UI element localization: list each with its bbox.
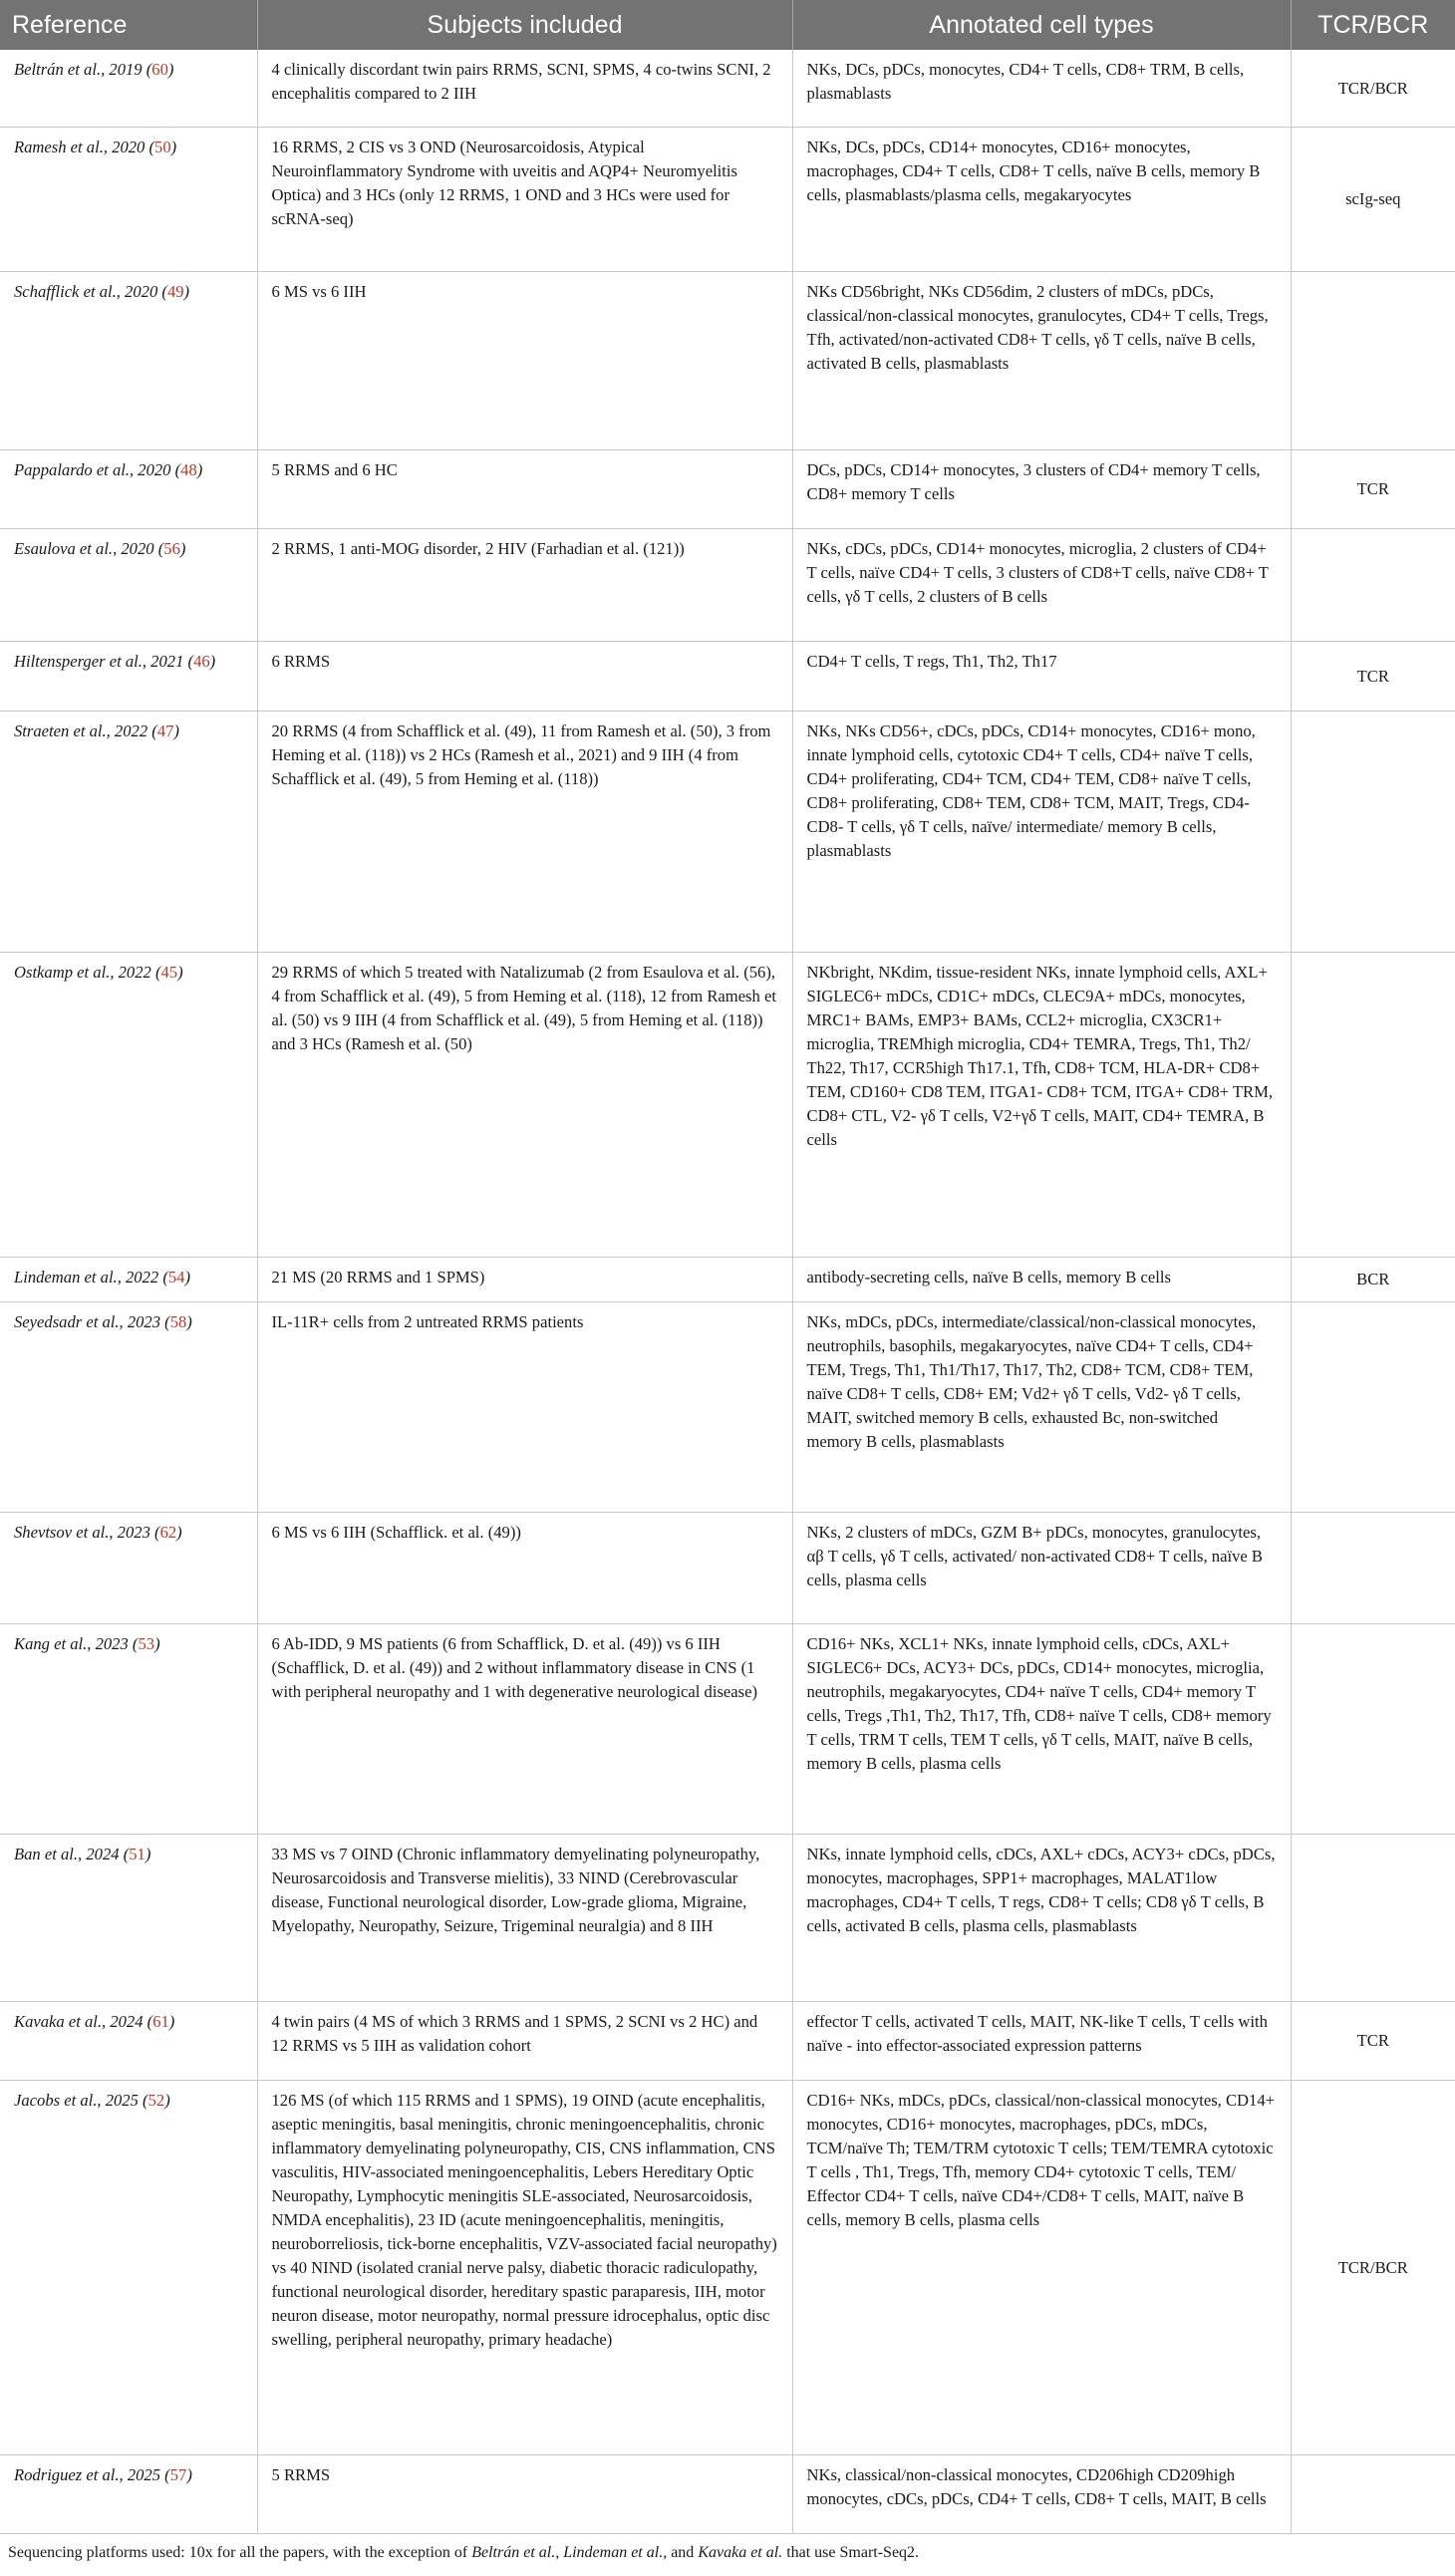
reference-cell: Ban et al., 2024 (51)	[0, 1834, 257, 2001]
citation-link[interactable]: 51	[129, 1844, 146, 1863]
table-row	[0, 2455, 1455, 2534]
subjects-cell: 6 RRMS	[257, 642, 792, 712]
tcr-bcr-cell	[1291, 1302, 1455, 1513]
subjects-cell: 6 Ab-IDD, 9 MS patients (6 from Schafflick, D. et al. (49)) vs 6 IIH (Schafflick, D. et al. (49)) and 2 without inflammatory disease in CNS (1 with peripheral neuropathy and 1 with degenerative neurological disease)	[257, 1624, 792, 1835]
table-row	[0, 1302, 1455, 1513]
subjects-cell: 16 RRMS, 2 CIS vs 3 OND (Neurosarcoidosis, Atypical Neuroinflammatory Syndrome with uveitis and AQP4+ Neuromyelitis Optica) and 3 HCs (only 12 RRMS, 1 OND and 3 HCs were used for scRNA-seq)	[257, 128, 792, 272]
subjects-cell: 21 MS (20 RRMS and 1 SPMS)	[257, 1257, 792, 1302]
reference-cell: Seyedsadr et al., 2023 (58)	[0, 1302, 257, 1513]
table-row	[0, 272, 1455, 450]
table-row	[0, 2002, 1455, 2081]
reference-text: Ostkamp et al., 2022	[14, 962, 151, 982]
cell-types-cell: NKs, NKs CD56+, cDCs, pDCs, CD14+ monocytes, CD16+ mono, innate lymphoid cells, cytotoxic CD4+ T cells, CD4+ naïve T cells, CD4+ proliferating, CD4+ TCM, CD4+ TEM, CD8+ naïve T cells, CD8+ proliferating, CD8+ TEM, CD8+ TCM, MAIT, Tregs, CD4- CD8- T cells, γδ T cells, naïve/ intermediate/ memory B cells, plasmablasts	[792, 712, 1291, 952]
tcr-bcr-cell	[1291, 1513, 1455, 1624]
reference-text: Seyedsadr et al., 2023	[14, 1312, 161, 1332]
tcr-bcr-cell: scIg-seq	[1291, 128, 1455, 272]
subjects-cell: 20 RRMS (4 from Schafflick et al. (49), 11 from Ramesh et al. (50), 3 from Heming et al. (118)) vs 2 HCs (Ramesh et al., 2021) and 9 IIH (4 from Schafflick et al. (49), 5 from Heming et al. (118))	[257, 712, 792, 952]
tcr-bcr-cell	[1291, 529, 1455, 642]
cell-types-cell: NKs, mDCs, pDCs, intermediate/classical/non-classical monocytes, neutrophils, basophils, megakaryocytes, naïve CD4+ T cells, CD4+ TEM, Tregs, Th1, Th1/Th17, Th17, Th2, CD8+ TCM, CD8+ TEM, naïve CD8+ T cells, CD8+ EM; Vd2+ γδ T cells, Vd2- γδ T cells, MAIT, switched memory B cells, exhausted Bc, non-switched memory B cells, plasmablasts	[792, 1302, 1291, 1513]
table-row	[0, 1834, 1455, 2001]
subjects-cell: 29 RRMS of which 5 treated with Natalizumab (2 from Esaulova et al. (56), 4 from Schafflick et al. (49), 5 from Heming et al. (118), 12 from Ramesh et al. (50) vs 9 IIH (4 from Schafflick et al. (49), 5 from Heming et al. (118)) and 3 HCs (Ramesh et al. (50)	[257, 952, 792, 1257]
subjects-cell: IL-11R+ cells from 2 untreated RRMS patients	[257, 1302, 792, 1513]
tcr-bcr-cell: TCR/BCR	[1291, 50, 1455, 128]
footnote-ref-b: Lindeman et al.	[563, 2544, 664, 2561]
reference-text: Ban et al., 2024	[14, 1844, 120, 1863]
reference-cell: Rodriguez et al., 2025 (57)	[0, 2455, 257, 2534]
reference-cell: Straeten et al., 2022 (47)	[0, 712, 257, 952]
reference-cell: Jacobs et al., 2025 (52)	[0, 2080, 257, 2454]
subjects-cell: 6 MS vs 6 IIH (Schafflick. et al. (49))	[257, 1513, 792, 1624]
reference-cell: Hiltensperger et al., 2021 (46)	[0, 642, 257, 712]
citation-link[interactable]: 50	[154, 138, 171, 157]
subjects-cell: 33 MS vs 7 OIND (Chronic inflammatory demyelinating polyneuropathy, Neurosarcoidosis and Transverse mielitis), 33 NIND (Cerebrovascular disease, Functional neurological disorder, Low-grade glioma, Migraine, Myelopathy, Neuropathy, Seizure, Trigeminal neuralgia) and 8 IIH	[257, 1834, 792, 2001]
citation-link[interactable]: 60	[151, 60, 168, 79]
citation-link[interactable]: 56	[163, 539, 180, 559]
reference-text: Lindeman et al., 2022	[14, 1267, 159, 1287]
reference-cell: Kang et al., 2023 (53)	[0, 1624, 257, 1835]
table-row	[0, 1513, 1455, 1624]
header-subjects: Subjects included	[257, 0, 792, 50]
citation-link[interactable]: 54	[167, 1267, 185, 1287]
tcr-bcr-cell: BCR	[1291, 1257, 1455, 1302]
reference-text: Rodriguez et al., 2025	[14, 2465, 161, 2485]
cell-types-cell: effector T cells, activated T cells, MAIT, NK-like T cells, T cells with naïve - into effector-associated expression patterns	[792, 2002, 1291, 2081]
table-header-row	[0, 0, 1455, 50]
table-footnote	[8, 2542, 1443, 2564]
reference-cell: Kavaka et al., 2024 (61)	[0, 2002, 257, 2081]
subjects-cell: 4 clinically discordant twin pairs RRMS, SCNI, SPMS, 4 co-twins SCNI, 2 encephalitis compared to 2 IIH	[257, 50, 792, 128]
table-row	[0, 1624, 1455, 1835]
table-row	[0, 952, 1455, 1257]
reference-text: Pappalardo et al., 2020	[14, 460, 171, 480]
cell-types-cell: NKs, DCs, pDCs, monocytes, CD4+ T cells, CD8+ TRM, B cells, plasmablasts	[792, 50, 1291, 128]
cell-types-cell: DCs, pDCs, CD14+ monocytes, 3 clusters of CD4+ memory T cells, CD8+ memory T cells	[792, 450, 1291, 529]
reference-cell: Schafflick et al., 2020 (49)	[0, 272, 257, 450]
cell-types-cell: NKs CD56bright, NKs CD56dim, 2 clusters of mDCs, pDCs, classical/non-classical monocytes, granulocytes, CD4+ T cells, Tregs, Tfh, activated/non-activated CD8+ T cells, γδ T cells, naïve B cells, activated B cells, plasmablasts	[792, 272, 1291, 450]
tcr-bcr-cell: TCR	[1291, 2002, 1455, 2081]
tcr-bcr-cell	[1291, 1624, 1455, 1835]
cell-types-cell: NKs, innate lymphoid cells, cDCs, AXL+ cDCs, ACY3+ cDCs, pDCs, monocytes, macrophages, SPP1+ macrophages, MALAT1low macrophages, CD4+ T cells, T regs, CD8+ T cells; CD8 γδ T cells, B cells, activated B cells, plasma cells, plasmablasts	[792, 1834, 1291, 2001]
reference-cell: Lindeman et al., 2022 (54)	[0, 1257, 257, 1302]
reference-text: Kang et al., 2023	[14, 1634, 129, 1654]
reference-text: Hiltensperger et al., 2021	[14, 652, 184, 672]
cell-types-cell: NKs, cDCs, pDCs, CD14+ monocytes, microglia, 2 clusters of CD4+ T cells, naïve CD4+ T cells, 3 clusters of CD8+T cells, naïve CD8+ T cells, γδ T cells, 2 clusters of B cells	[792, 529, 1291, 642]
reference-cell: Ramesh et al., 2020 (50)	[0, 128, 257, 272]
table-row	[0, 128, 1455, 272]
cell-types-cell: antibody-secreting cells, naïve B cells, memory B cells	[792, 1257, 1291, 1302]
reference-cell: Ostkamp et al., 2022 (45)	[0, 952, 257, 1257]
citation-link[interactable]: 61	[152, 2012, 169, 2032]
footnote-prefix: Sequencing platforms used: 10x for all the papers, with the exception of	[8, 2544, 472, 2561]
tcr-bcr-cell: TCR/BCR	[1291, 2080, 1455, 2454]
table-row	[0, 529, 1455, 642]
tcr-bcr-cell	[1291, 952, 1455, 1257]
cell-types-cell: NKs, DCs, pDCs, CD14+ monocytes, CD16+ monocytes, macrophages, CD4+ T cells, CD8+ T cells, naïve B cells, memory B cells, plasmablasts/plasma cells, megakaryocytes	[792, 128, 1291, 272]
subjects-cell: 2 RRMS, 1 anti-MOG disorder, 2 HIV (Farhadian et al. (121))	[257, 529, 792, 642]
reference-text: Straeten et al., 2022	[14, 721, 148, 741]
footnote-sep: , and	[663, 2544, 699, 2561]
table-row	[0, 642, 1455, 712]
citation-link[interactable]: 57	[169, 2465, 187, 2485]
table-row	[0, 1257, 1455, 1302]
subjects-cell: 4 twin pairs (4 MS of which 3 RRMS and 1 SPMS, 2 SCNI vs 2 HC) and 12 RRMS vs 5 IIH as validation cohort	[257, 2002, 792, 2081]
cell-types-cell: NKbright, NKdim, tissue-resident NKs, innate lymphoid cells, AXL+ SIGLEC6+ mDCs, CD1C+ mDCs, CLEC9A+ mDCs, monocytes, MRC1+ BAMs, EMP3+ BAMs, CCL2+ microglia, CX3CR1+ microglia, TREMhigh microglia, CD4+ TEMRA, Tregs, Th1, Th2/ Th22, Th17, CCR5high Th17.1, Tfh, CD8+ TCM, HLA-DR+ CD8+ TEM, CD160+ CD8 TEM, ITGA1- CD8+ TCM, ITGA+ CD8+ TRM, CD8+ CTL, V2- γδ T cells, V2+γδ T cells, MAIT, CD4+ TEMRA, B cells	[792, 952, 1291, 1257]
subjects-cell: 5 RRMS	[257, 2455, 792, 2534]
cell-types-cell: NKs, classical/non-classical monocytes, CD206high CD209high monocytes, cDCs, pDCs, CD4+ T cells, CD8+ T cells, MAIT, B cells	[792, 2455, 1291, 2534]
tcr-bcr-cell	[1291, 1834, 1455, 2001]
table-row	[0, 712, 1455, 952]
tcr-bcr-cell: TCR	[1291, 642, 1455, 712]
reference-text: Beltrán et al., 2019	[14, 60, 143, 79]
citation-link[interactable]: 58	[169, 1312, 187, 1332]
cell-types-cell: NKs, 2 clusters of mDCs, GZM B+ pDCs, monocytes, granulocytes, αβ T cells, γδ T cells, activated/ non-activated CD8+ T cells, naïve B cells, plasma cells	[792, 1513, 1291, 1624]
reference-text: Shevtsov et al., 2023	[14, 1523, 150, 1543]
reference-text: Schafflick et al., 2020	[14, 282, 158, 302]
citation-link[interactable]: 48	[180, 460, 197, 480]
tcr-bcr-cell	[1291, 712, 1455, 952]
footnote-ref-a: Beltrán et al.	[471, 2544, 556, 2561]
tcr-bcr-cell: TCR	[1291, 450, 1455, 529]
reference-text: Jacobs et al., 2025	[14, 2090, 139, 2110]
header-cell-types: Annotated cell types	[792, 0, 1291, 50]
reference-cell: Pappalardo et al., 2020 (48)	[0, 450, 257, 529]
footnote-suffix: that use Smart-Seq2.	[782, 2544, 920, 2561]
subjects-cell: 126 MS (of which 115 RRMS and 1 SPMS), 19 OIND (acute encephalitis, aseptic meningitis, basal meningitis, chronic meningoencephalitis, chronic inflammatory demyelinating polyneuropathy, CIS, CNS inflammation, CNS vasculitis, HIV-associated meningoencephalitis, Lebers Hereditary Optic Neuropathy, Lymphocytic meningitis SLE-associated, Neurosarcoidosis, NMDA encephalitis), 23 ID (acute meningoencephalitis, meningitis, neuroborreliosis, tick-borne encephalitis, VZV-associated facial neuropathy) vs 40 NIND (isolated cranial nerve palsy, diabetic thoracic radiculopathy, functional neurological disorder, hereditary spastic paraparesis, IIH, motor neuron disease, motor neuropathy, normal pressure idrocephalus, optic disc swelling, peripheral neuropathy, primary headache)	[257, 2080, 792, 2454]
reference-text: Kavaka et al., 2024	[14, 2012, 144, 2032]
cell-types-cell: CD4+ T cells, T regs, Th1, Th2, Th17	[792, 642, 1291, 712]
subjects-cell: 6 MS vs 6 IIH	[257, 272, 792, 450]
citation-link[interactable]: 45	[160, 962, 178, 982]
header-reference: Reference	[0, 0, 257, 50]
footnote-ref-c: Kavaka et al.	[698, 2544, 783, 2561]
subjects-cell: 5 RRMS and 6 HC	[257, 450, 792, 529]
citation-link[interactable]: 62	[159, 1523, 177, 1543]
reference-text: Esaulova et al., 2020	[14, 539, 154, 559]
reference-cell: Esaulova et al., 2020 (56)	[0, 529, 257, 642]
reference-text: Ramesh et al., 2020	[14, 138, 146, 157]
header-tcr-bcr: TCR/BCR	[1317, 10, 1429, 39]
citation-link[interactable]: 47	[156, 721, 174, 741]
footnote-sep: ,	[555, 2544, 564, 2561]
citation-link[interactable]: 52	[147, 2090, 165, 2110]
tcr-bcr-cell	[1291, 2455, 1455, 2534]
tcr-bcr-cell	[1291, 272, 1455, 450]
table-row	[0, 2080, 1455, 2454]
citation-link[interactable]: 53	[138, 1634, 155, 1654]
table-row	[0, 50, 1455, 128]
reference-cell: Shevtsov et al., 2023 (62)	[0, 1513, 257, 1624]
table-row	[0, 450, 1455, 529]
cell-types-cell: CD16+ NKs, mDCs, pDCs, classical/non-classical monocytes, CD14+ monocytes, CD16+ monocytes, macrophages, pDCs, mDCs, TCM/naïve Th; TEM/TRM cytotoxic T cells; TEM/TEMRA cytotoxic T cells , Th1, Tregs, Tfh, memory CD4+ cytotoxic T cells, TEM/ Effector CD4+ T cells, naïve CD4+/CD8+ T cells, MAIT, naïve B cells, memory B cells, plasma cells	[792, 2080, 1291, 2454]
cell-types-cell: CD16+ NKs, XCL1+ NKs, innate lymphoid cells, cDCs, AXL+ SIGLEC6+ DCs, ACY3+ DCs, pDCs, CD14+ monocytes, microglia, neutrophils, megakaryocytes, CD4+ naïve T cells, CD4+ memory T cells, Tregs ,Th1, Th2, Th17, Tfh, CD8+ naïve T cells, CD8+ memory T cells, TRM T cells, TEM T cells, γδ T cells, MAIT, naïve B cells, memory B cells, plasma cells	[792, 1624, 1291, 1835]
reference-cell: Beltrán et al., 2019 (60)	[0, 50, 257, 128]
citation-link[interactable]: 49	[166, 282, 184, 302]
citation-link[interactable]: 46	[193, 652, 210, 672]
